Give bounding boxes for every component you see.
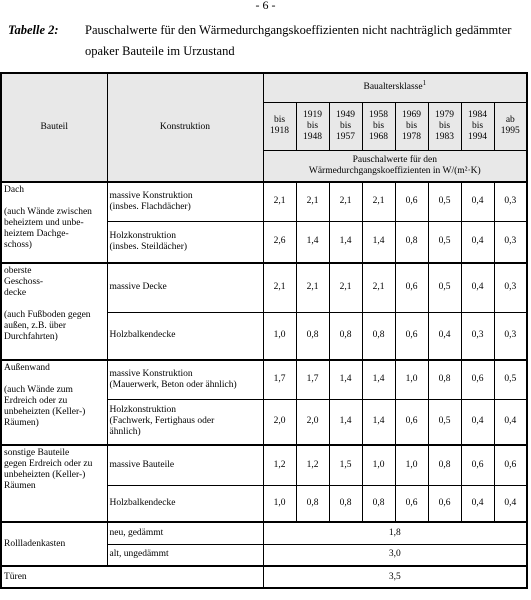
value-cell: 1,5 [329, 445, 362, 485]
value-cell: 1,4 [329, 221, 362, 263]
value-cell: 0,4 [461, 485, 494, 522]
value-cell: 0,6 [494, 445, 527, 485]
table-row [1, 566, 527, 588]
value-cell: 0,8 [296, 485, 329, 522]
header-class: ab 1995 [494, 102, 527, 150]
value-cell: 0,6 [395, 485, 428, 522]
value-cell: 0,6 [395, 312, 428, 360]
value-cell: 0,8 [362, 485, 395, 522]
header-row [1, 73, 527, 102]
konstruktion-cell: Holzbalkendecke [107, 312, 263, 360]
value-cell: 0,8 [296, 312, 329, 360]
value-cell: 0,4 [461, 399, 494, 445]
value-cell: 2,1 [329, 182, 362, 221]
value-cell: 1,4 [362, 399, 395, 445]
value-cell: 1,0 [362, 445, 395, 485]
table-row [1, 360, 527, 399]
caption-label: Tabelle 2: [8, 23, 59, 37]
header-class: bis 1918 [263, 102, 296, 150]
table-row [1, 522, 527, 544]
value-cell: 2,1 [263, 263, 296, 312]
value-cell: 2,6 [263, 221, 296, 263]
konstruktion-cell: massive Konstruktion (Mauerwerk, Beton oder ähnlich) [107, 360, 263, 399]
konstruktion-cell: Holzkonstruktion (Fachwerk, Fertighaus oder ähnlich) [107, 399, 263, 445]
header-konstruktion: Konstruktion [107, 73, 263, 182]
value-cell: 0,5 [428, 263, 461, 312]
bauteil-cell: sonstige Bauteile gegen Erdreich oder zu unbeheizten (Keller-) Räumen [1, 445, 107, 522]
header-class: 1969 bis 1978 [395, 102, 428, 150]
value-cell: 1,4 [362, 360, 395, 399]
table-row [1, 263, 527, 312]
bauteil-cell: Außenwand (auch Wände zum Erdreich oder zu unbeheizten (Keller-) Räumen) [1, 360, 107, 445]
value-cell: 2,1 [263, 182, 296, 221]
header-class: 1979 bis 1983 [428, 102, 461, 150]
value-cell: 0,8 [362, 312, 395, 360]
page-number: - 6 - [255, 0, 276, 12]
konstruktion-cell: Holzbalkendecke [107, 485, 263, 522]
konstruktion-cell: massive Decke [107, 263, 263, 312]
value-cell: 1,4 [329, 399, 362, 445]
header-pauschal: Pauschalwerte für den Wärmedurchgangskoeffizienten in W/(m²·K) [263, 150, 527, 182]
bauteil-cell: Rollladenkasten [1, 522, 107, 566]
value-cell: 0,8 [329, 312, 362, 360]
value-cell: 0,3 [494, 263, 527, 312]
value-cell: 1,0 [395, 360, 428, 399]
value-cell: 1,4 [362, 221, 395, 263]
value-cell: 1,2 [296, 445, 329, 485]
bauteil-cell: Türen [1, 566, 263, 588]
value-cell: 0,4 [494, 399, 527, 445]
value-cell: 3,0 [263, 544, 527, 566]
value-cell: 0,6 [428, 485, 461, 522]
value-cell: 0,6 [395, 182, 428, 221]
caption-text: Pauschalwerte für den Wärmedurchgangskoeffizienten nicht nachträglich gedämmter opaker Bauteile im Urzustand [85, 23, 512, 58]
konstruktion-cell: Holzkonstruktion (insbes. Steildächer) [107, 221, 263, 263]
value-cell: 1,7 [296, 360, 329, 399]
value-cell: 2,1 [296, 182, 329, 221]
value-cell: 0,3 [494, 182, 527, 221]
u-value-table [0, 72, 528, 589]
value-cell: 0,4 [494, 485, 527, 522]
value-cell: 0,6 [461, 445, 494, 485]
value-cell: 0,4 [461, 221, 494, 263]
value-cell: 0,4 [461, 263, 494, 312]
value-cell: 3,5 [263, 566, 527, 588]
value-cell: 0,6 [395, 399, 428, 445]
value-cell: 1,0 [263, 485, 296, 522]
value-cell: 0,8 [428, 360, 461, 399]
value-cell: 1,4 [296, 221, 329, 263]
value-cell: 0,4 [428, 312, 461, 360]
value-cell: 0,3 [461, 312, 494, 360]
value-cell: 0,3 [494, 312, 527, 360]
header-class: 1919 bis 1948 [296, 102, 329, 150]
value-cell: 0,4 [461, 182, 494, 221]
value-cell: 2,1 [329, 263, 362, 312]
value-cell: 0,5 [428, 399, 461, 445]
value-cell: 2,0 [263, 399, 296, 445]
header-class: 1958 bis 1968 [362, 102, 395, 150]
value-cell: 0,3 [494, 221, 527, 263]
bauteil-cell: Dach (auch Wände zwischen beheiztem und unbe- heiztem Dachge- schoss) [1, 182, 107, 263]
value-cell: 0,8 [428, 445, 461, 485]
value-cell: 0,5 [428, 182, 461, 221]
footnote-mark: 1 [422, 79, 427, 88]
value-cell: 1,0 [395, 445, 428, 485]
value-cell: 1,7 [263, 360, 296, 399]
header-class: 1984 bis 1994 [461, 102, 494, 150]
value-cell: 1,2 [263, 445, 296, 485]
value-cell: 2,1 [362, 263, 395, 312]
value-cell: 2,1 [362, 182, 395, 221]
value-cell: 0,5 [494, 360, 527, 399]
table-row [1, 182, 527, 221]
value-cell: 0,5 [428, 221, 461, 263]
konstruktion-cell: neu, gedämmt [107, 522, 263, 544]
value-cell: 0,6 [395, 263, 428, 312]
value-cell: 0,6 [461, 360, 494, 399]
bauteil-cell: oberste Geschoss- decke (auch Fußboden gegen außen, z.B. über Durchfahrten) [1, 263, 107, 360]
konstruktion-cell: massive Konstruktion (insbes. Flachdächer) [107, 182, 263, 221]
konstruktion-cell: massive Bauteile [107, 445, 263, 485]
value-cell: 1,0 [263, 312, 296, 360]
value-cell: 0,8 [329, 485, 362, 522]
header-class: 1949 bis 1957 [329, 102, 362, 150]
value-cell: 1,4 [329, 360, 362, 399]
konstruktion-cell: alt, ungedämmt [107, 544, 263, 566]
table-row [1, 445, 527, 485]
value-cell: 0,8 [395, 221, 428, 263]
value-cell: 2,0 [296, 399, 329, 445]
value-cell: 2,1 [296, 263, 329, 312]
header-bauteil: Bauteil [1, 73, 107, 182]
header-baualtersklasse: Baualtersklasse$^1$ [263, 73, 527, 102]
value-cell: 1,8 [263, 522, 527, 544]
